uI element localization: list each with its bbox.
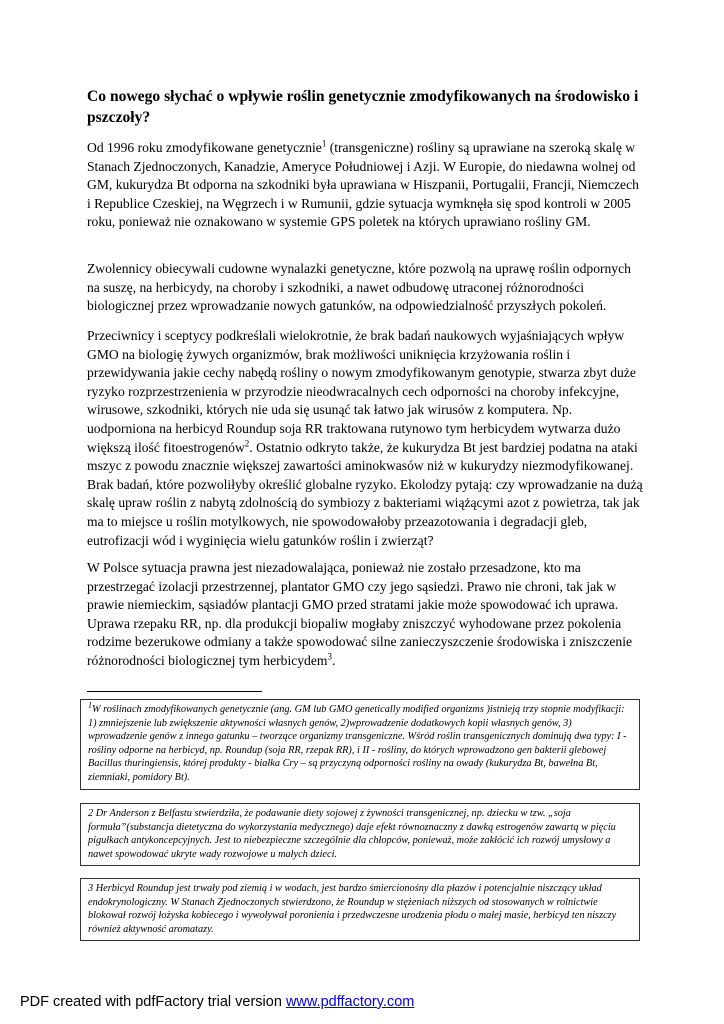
pdffactory-link[interactable]: www.pdffactory.com <box>285 994 415 1010</box>
paragraph-poland <box>87 559 643 671</box>
footnote-1-text: W roślinach zmodyfikowanych genetycznie (ang. GM lub GMO genetically modified organizms )istnieją trzy stopnie modyfikacji: 1) zmniejszenie lub zwiększenie aktywności własnych genów, 2)wprowadzenie dodatkowych kopii własnych genów, 3) wprowadzenie genów z innego gatunku – tworzące organizmy transgeniczne. Wśród roślin transgenicznych dominują dwa typy: I - rośliny odporne na herbicyd, np. Roundup (soja RR, rzepak RR), i II - rośliny, do których wprowadzono gen bakterii glebowej Bacillus thuringiensis, której produkty - białka Cry – są przyczyną odporności rośliny na owady (kukurydza Bt, bawełna Bt, ziemniaki, pomidory Bt). <box>88 704 627 783</box>
paragraph-opponents <box>87 327 643 550</box>
footnote-separator <box>87 691 262 692</box>
footnote-ref-1[interactable]: 1 <box>321 138 327 149</box>
paragraph-poland-text-b: . <box>331 652 336 668</box>
paragraph-intro-text-b: (transgeniczne) rośliny są uprawiane na szeroką skalę w Stanach Zjednoczonych, Kanadzie, Ameryce Południowej i Azji. W Europie, do niedawna wolnej od GM, kukurydza Bt odporna na szkodniki była uprawiana w Hiszpanii, Portugalii, Francji, Niemczech i Republice Czeskiej, na Węgrzech i w Rumunii, gdzie sytuacja wymknęła się spod kontroli w 2005 roku, ponieważ nie oznakowano w systemie GPS poletek na których uprawiano rośliny GM. <box>87 140 639 230</box>
footnote-ref-3[interactable]: 3 <box>327 651 332 662</box>
footnote-2: 2 Dr Anderson z Belfastu stwierdziła, że podawanie diety sojowej z żywności transgenicznej, np. dziecku w tzw. „soja formuła”(substancja dietetyczna do wykorzystania medycznego) daje efekt równoznaczny z dawką estrogenów zawartą w pięciu pigułkach antykoncepcyjnych. Jest to niebezpieczne szczególnie dla chłopców, ponieważ, może zakłócić ich rozwój umysłowy a nawet spowodować ukryte wady rozwojowe u małych dzieci. <box>80 803 640 866</box>
paragraph-supporters: Zwolennicy obiecywali cudowne wynalazki genetyczne, które pozwolą na uprawę roślin odpornych na suszę, na herbicydy, na choroby i szkodniki, a nawet odbudowę utraconej różnorodności biologicznej przez wprowadzanie nowych gatunków, na odpowiedzialność przyszłych pokoleń. <box>87 261 631 314</box>
footnote-1-number: 1 <box>88 700 92 710</box>
pdf-footer-text: PDF created with pdfFactory trial version <box>20 994 286 1010</box>
paragraph-intro <box>87 139 643 232</box>
footnote-ref-2[interactable]: 2 <box>244 438 250 449</box>
document-title: Co nowego słychać o wpływie roślin genetycznie zmodyfikowanych na środowisko i pszczoły? <box>87 88 639 126</box>
footnote-1 <box>80 699 640 790</box>
paragraph-opponents-text-a: Przeciwnicy i sceptycy podkreślali wielokrotnie, że brak badań naukowych wyjaśniających wpływ GMO na biologię żywych organizmów, brak możliwości uniknięcia krzyżowania roślin i przewidywania jakie cechy nabędą rośliny o nowym zmodyfikowanym genotypie, stwarza zbyt duże ryzyko rozprzestrzenienia w przyrodzie nieodwracalnych cech odporności na choroby infekcyjne, wirusowe, szkodniki, których nie uda się usunąć tak łatwo jak wirusów z komputera. Np. uodporniona na herbicyd Roundup soja RR traktowana rutynowo tym herbicydem wytwarza dużo większą ilość fitoestrogenów <box>87 328 636 455</box>
paragraph-intro-text-a: Od 1996 roku zmodyfikowane genetycznie <box>87 140 322 155</box>
paragraph-poland-text-a: W Polsce sytuacja prawna jest niezadowalająca, ponieważ nie zostało przesadzone, kto ma przestrzegać izolacji przestrzennej, plantator GMO czy jego sąsiedzi. Prawo nie chroni, tak jak w prawie niemieckim, sąsiadów plantacji GMO przed stratami jakie może spowodować ich uprawa. Uprawa rzepaku RR, np. dla produkcji biopaliw mogłaby zniszczyć wyhodowane przez pokolenia rodzime bezerukowe odmiany a także spowodować silne zanieczyszczenie środowiska i zniszczenie różnorodności biologicznej tym herbicydem <box>87 560 633 668</box>
pdf-creator-footer <box>20 994 414 1010</box>
paragraph-opponents-text-b: . Ostatnio odkryto także, że kukurydza Bt jest bardziej podatna na ataki mszyc z powodu znacznie większej zawartości aminokwasów niż w kukurydzy niezmodyfikowanej. Brak badań, które pozwoliłyby określić globalne ryzyko. Ekolodzy pytają: czy wprowadzanie na dużą skalę upraw roślin z nabytą zdolnością do symbiozy z bakteriami wiążącymi azot z powietrza, tak jak ma to miejsce u roślin motylkowych, nie spowodowałoby przeazotowania i degradacji gleb, eutrofizacji wód i wyginięcia wielu gatunków roślin i zwierząt? <box>87 439 643 548</box>
footnote-3: 3 Herbicyd Roundup jest trwały pod ziemią i w wodach, jest bardzo śmiercionośny dla płazów i potencjalnie niszczący układ endokrynologiczny. W Stanach Zjednoczonych stwierdzono, że Roundup w stężeniach niższych od stosowanych w rolnictwie blokował rozwój łożyska kobiecego i wywoływał poronienia i przedwczesne urodzenia płodu o małej masie, herbicyd ten niszczy również aktywność aromatazy. <box>80 878 640 941</box>
